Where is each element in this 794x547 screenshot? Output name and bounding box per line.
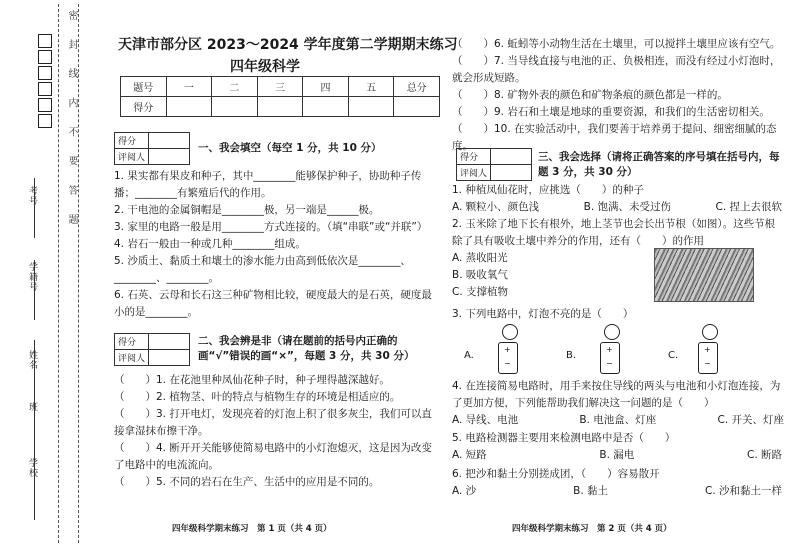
options — [452, 483, 782, 500]
section-1-questions — [114, 168, 436, 321]
score-cell[interactable] — [394, 97, 440, 117]
grader-reviewer-cell[interactable] — [149, 149, 190, 165]
page-footer: 四年级科学期末练习 第 2 页（共 4 页） — [512, 524, 672, 534]
score-cell[interactable] — [348, 97, 394, 117]
bulb-icon — [502, 324, 518, 340]
option[interactable]: A. 蒸收阳光 — [452, 252, 508, 264]
question: （ ）6. 蚯蚓等小动物生活在土壤里，可以搅拌土壤里应该有空气。 — [452, 38, 781, 50]
score-header-cell: 五 — [348, 77, 394, 97]
grader-reviewer-cell[interactable] — [491, 165, 532, 181]
question: （ ）8. 矿物外表的颜色和矿物条痕的颜色都是一样的。 — [452, 89, 728, 101]
question: （ ）3. 打开电灯，发现亮着的灯泡上积了很多灰尘，我们可以直接拿湿抹布擦干净。 — [114, 408, 432, 437]
section-3-q1 — [452, 182, 782, 216]
section-3-q6 — [452, 466, 782, 500]
score-cell[interactable] — [257, 97, 303, 117]
option[interactable]: B. 吸收氧气 — [452, 269, 508, 281]
question: （ ）1. 在花池里种凤仙花种子时，种子埋得越深越好。 — [114, 374, 390, 386]
grader-reviewer-label: 评阅人 — [115, 149, 149, 165]
page-1 — [110, 0, 458, 547]
option[interactable]: B. 电池盒、灯座 — [579, 414, 657, 426]
battery-icon: + − — [698, 342, 718, 374]
checkbox-square — [38, 66, 52, 80]
bulb-icon — [604, 324, 620, 340]
question: （ ）4. 断开开关能够使简易电路中的小灯泡熄灭，这是因为改变了电路中的电流流向。 — [114, 442, 432, 471]
checkbox-square — [38, 114, 52, 128]
checkbox-square — [38, 98, 52, 112]
fold-line — [58, 4, 59, 543]
exam-title: 天津市部分区 2023～2024 学年度第二学期期末练习 — [118, 37, 458, 53]
options — [452, 447, 782, 464]
option[interactable]: B. 黏土 — [573, 485, 609, 497]
question: 1. 果实都有果皮和种子，其中________能够保护种子，协助种子传播；________有繁殖后代的作用。 — [114, 170, 422, 199]
option[interactable]: A. 沙 — [452, 485, 477, 497]
option[interactable]: C. 捏上去很软 — [715, 201, 782, 213]
question: （ ）5. 不同的岩石在生产、生活中的应用是不同的。 — [114, 476, 380, 488]
score-header-cell: 三 — [257, 77, 303, 97]
question: 5. 沙质土、黏质土和壤土的渗水能力由高到低依次是________、________、________。 — [114, 255, 411, 284]
score-cell[interactable] — [166, 97, 212, 117]
underline — [34, 178, 35, 238]
bulb-icon — [702, 324, 718, 340]
option[interactable]: C. 支撑植物 — [452, 286, 509, 298]
score-header-cell: 题号 — [121, 77, 167, 97]
page-footer: 四年级科学期末练习 第 1 页（共 4 页） — [172, 524, 332, 534]
grader-score-cell[interactable] — [149, 133, 190, 149]
grader-reviewer-label: 评阅人 — [457, 165, 491, 181]
score-header-cell: 四 — [303, 77, 349, 97]
question: 4. 岩石一般由一种或几种________组成。 — [114, 238, 306, 250]
exam-subtitle: 四年级科学 — [230, 59, 300, 75]
underline — [34, 340, 35, 450]
question: 4. 在连接简易电路时，用手来按住导线的两头与电池和小灯泡连接，为了更加方便，下列能帮助我们解决这一问题的是（ ） — [452, 380, 781, 409]
score-header-cell: 一 — [166, 77, 212, 97]
label-school: 学校 — [27, 458, 37, 478]
score-cell[interactable] — [303, 97, 349, 117]
grader-box — [114, 132, 190, 165]
grader-score-label: 得分 — [115, 334, 149, 350]
label-student-id: 学籍号 — [27, 262, 37, 292]
option[interactable]: B. 饱满、未受过伤 — [583, 201, 672, 213]
option[interactable]: B. — [566, 350, 577, 361]
binding-margin — [0, 0, 108, 547]
section-1-title: 一、我会填空（每空 1 分，共 10 分） — [198, 142, 382, 154]
grader-box — [114, 333, 190, 366]
question: 3. 下列电路中，灯泡不亮的是（ ） — [452, 308, 634, 320]
grader-score-cell[interactable] — [149, 334, 190, 350]
option[interactable]: C. 断路 — [746, 449, 782, 461]
option[interactable]: A. 颗粒小、颜色浅 — [452, 201, 540, 213]
checkbox-square — [38, 50, 52, 64]
grader-reviewer-label: 评阅人 — [115, 350, 149, 366]
score-header-cell: 总分 — [394, 77, 440, 97]
question: 5. 电路检测器主要用来检测电路中是否（ ） — [452, 432, 676, 444]
question: （ ）2. 植物茎、叶的特点与植物生存的环境是相适应的。 — [114, 391, 401, 403]
grader-reviewer-cell[interactable] — [149, 350, 190, 366]
question: 6. 石英、云母和长石这三种矿物相比较，硬度最大的是石英，硬度最小的是________。 — [114, 289, 432, 318]
section-3-title: 三、我会选择（请将正确答案的序号填在括号内，每题 3 分，共 30 分） — [538, 151, 780, 178]
question: （ ）7. 当导线直接与电池的正、负极相连，而没有经过小灯泡时，就会形成短路。 — [452, 55, 781, 84]
section-3-q4 — [452, 378, 784, 429]
question: （ ）9. 岩石和土壤是地球的重要资源，和我们的生活密切相关。 — [452, 106, 770, 118]
label-name: 姓名 — [27, 350, 37, 370]
underline — [34, 450, 35, 520]
battery-icon: + − — [498, 342, 518, 374]
score-table — [120, 76, 440, 117]
question: 1. 种植凤仙花时，应挑选（ ）的种子 — [452, 184, 644, 196]
page-2 — [452, 0, 787, 547]
score-header-cell: 二 — [212, 77, 258, 97]
options — [452, 412, 784, 429]
option[interactable]: C. 开关、灯座 — [717, 414, 784, 426]
grader-box — [456, 148, 532, 181]
option[interactable]: B. 漏电 — [599, 449, 635, 461]
section-3-q3 — [452, 306, 782, 323]
question: 2. 干电池的金属铜帽是________极，另一端是______极。 — [114, 204, 380, 216]
question: 2. 玉米除了地下长有根外，地上茎节也会长出节根（如图）。这些节根除了具有吸收土壤中养分的作用，还有（ ）的作用 — [452, 218, 776, 247]
options — [452, 199, 782, 216]
grader-score-label: 得分 — [115, 133, 149, 149]
grader-score-label: 得分 — [457, 149, 491, 165]
section-2-questions — [114, 372, 436, 491]
score-row-label: 得分 — [121, 97, 167, 117]
section-2-title: 二、我会辨是非（请在题前的括号内正确的画“√”错误的画“×”，每题 3 分，共 30 分） — [198, 335, 415, 362]
option[interactable]: A. — [464, 350, 474, 361]
corn-root-photo — [654, 248, 754, 302]
question: 3. 家里的电路一般是用________方式连接的。（填“串联”或“并联”） — [114, 221, 428, 233]
label-class: 班 — [27, 402, 37, 412]
fold-text: 密 封 线 内 不 要 答 题 — [66, 10, 77, 233]
section-3-q5 — [452, 430, 782, 464]
score-cell[interactable] — [212, 97, 258, 117]
section-2-continued — [452, 36, 784, 155]
option[interactable]: C. 沙和黏土一样 — [704, 485, 782, 497]
underline — [34, 260, 35, 320]
checkbox-square — [38, 34, 52, 48]
circuit-diagrams — [462, 326, 762, 376]
grader-score-cell[interactable] — [491, 149, 532, 165]
option[interactable]: C. — [668, 350, 679, 361]
option[interactable]: A. 短路 — [452, 449, 487, 461]
question: 6. 把沙和黏土分别搓成团，（ ）容易散开 — [452, 468, 660, 480]
option[interactable]: A. 导线、电池 — [452, 414, 519, 426]
battery-icon: + − — [600, 342, 620, 374]
checkbox-square — [38, 82, 52, 96]
label-exam-number: 考号 — [27, 186, 37, 206]
question: （ ）10. 在实验活动中，我们要善于培养勇于提问、细密细腻的态度。 — [452, 123, 777, 152]
